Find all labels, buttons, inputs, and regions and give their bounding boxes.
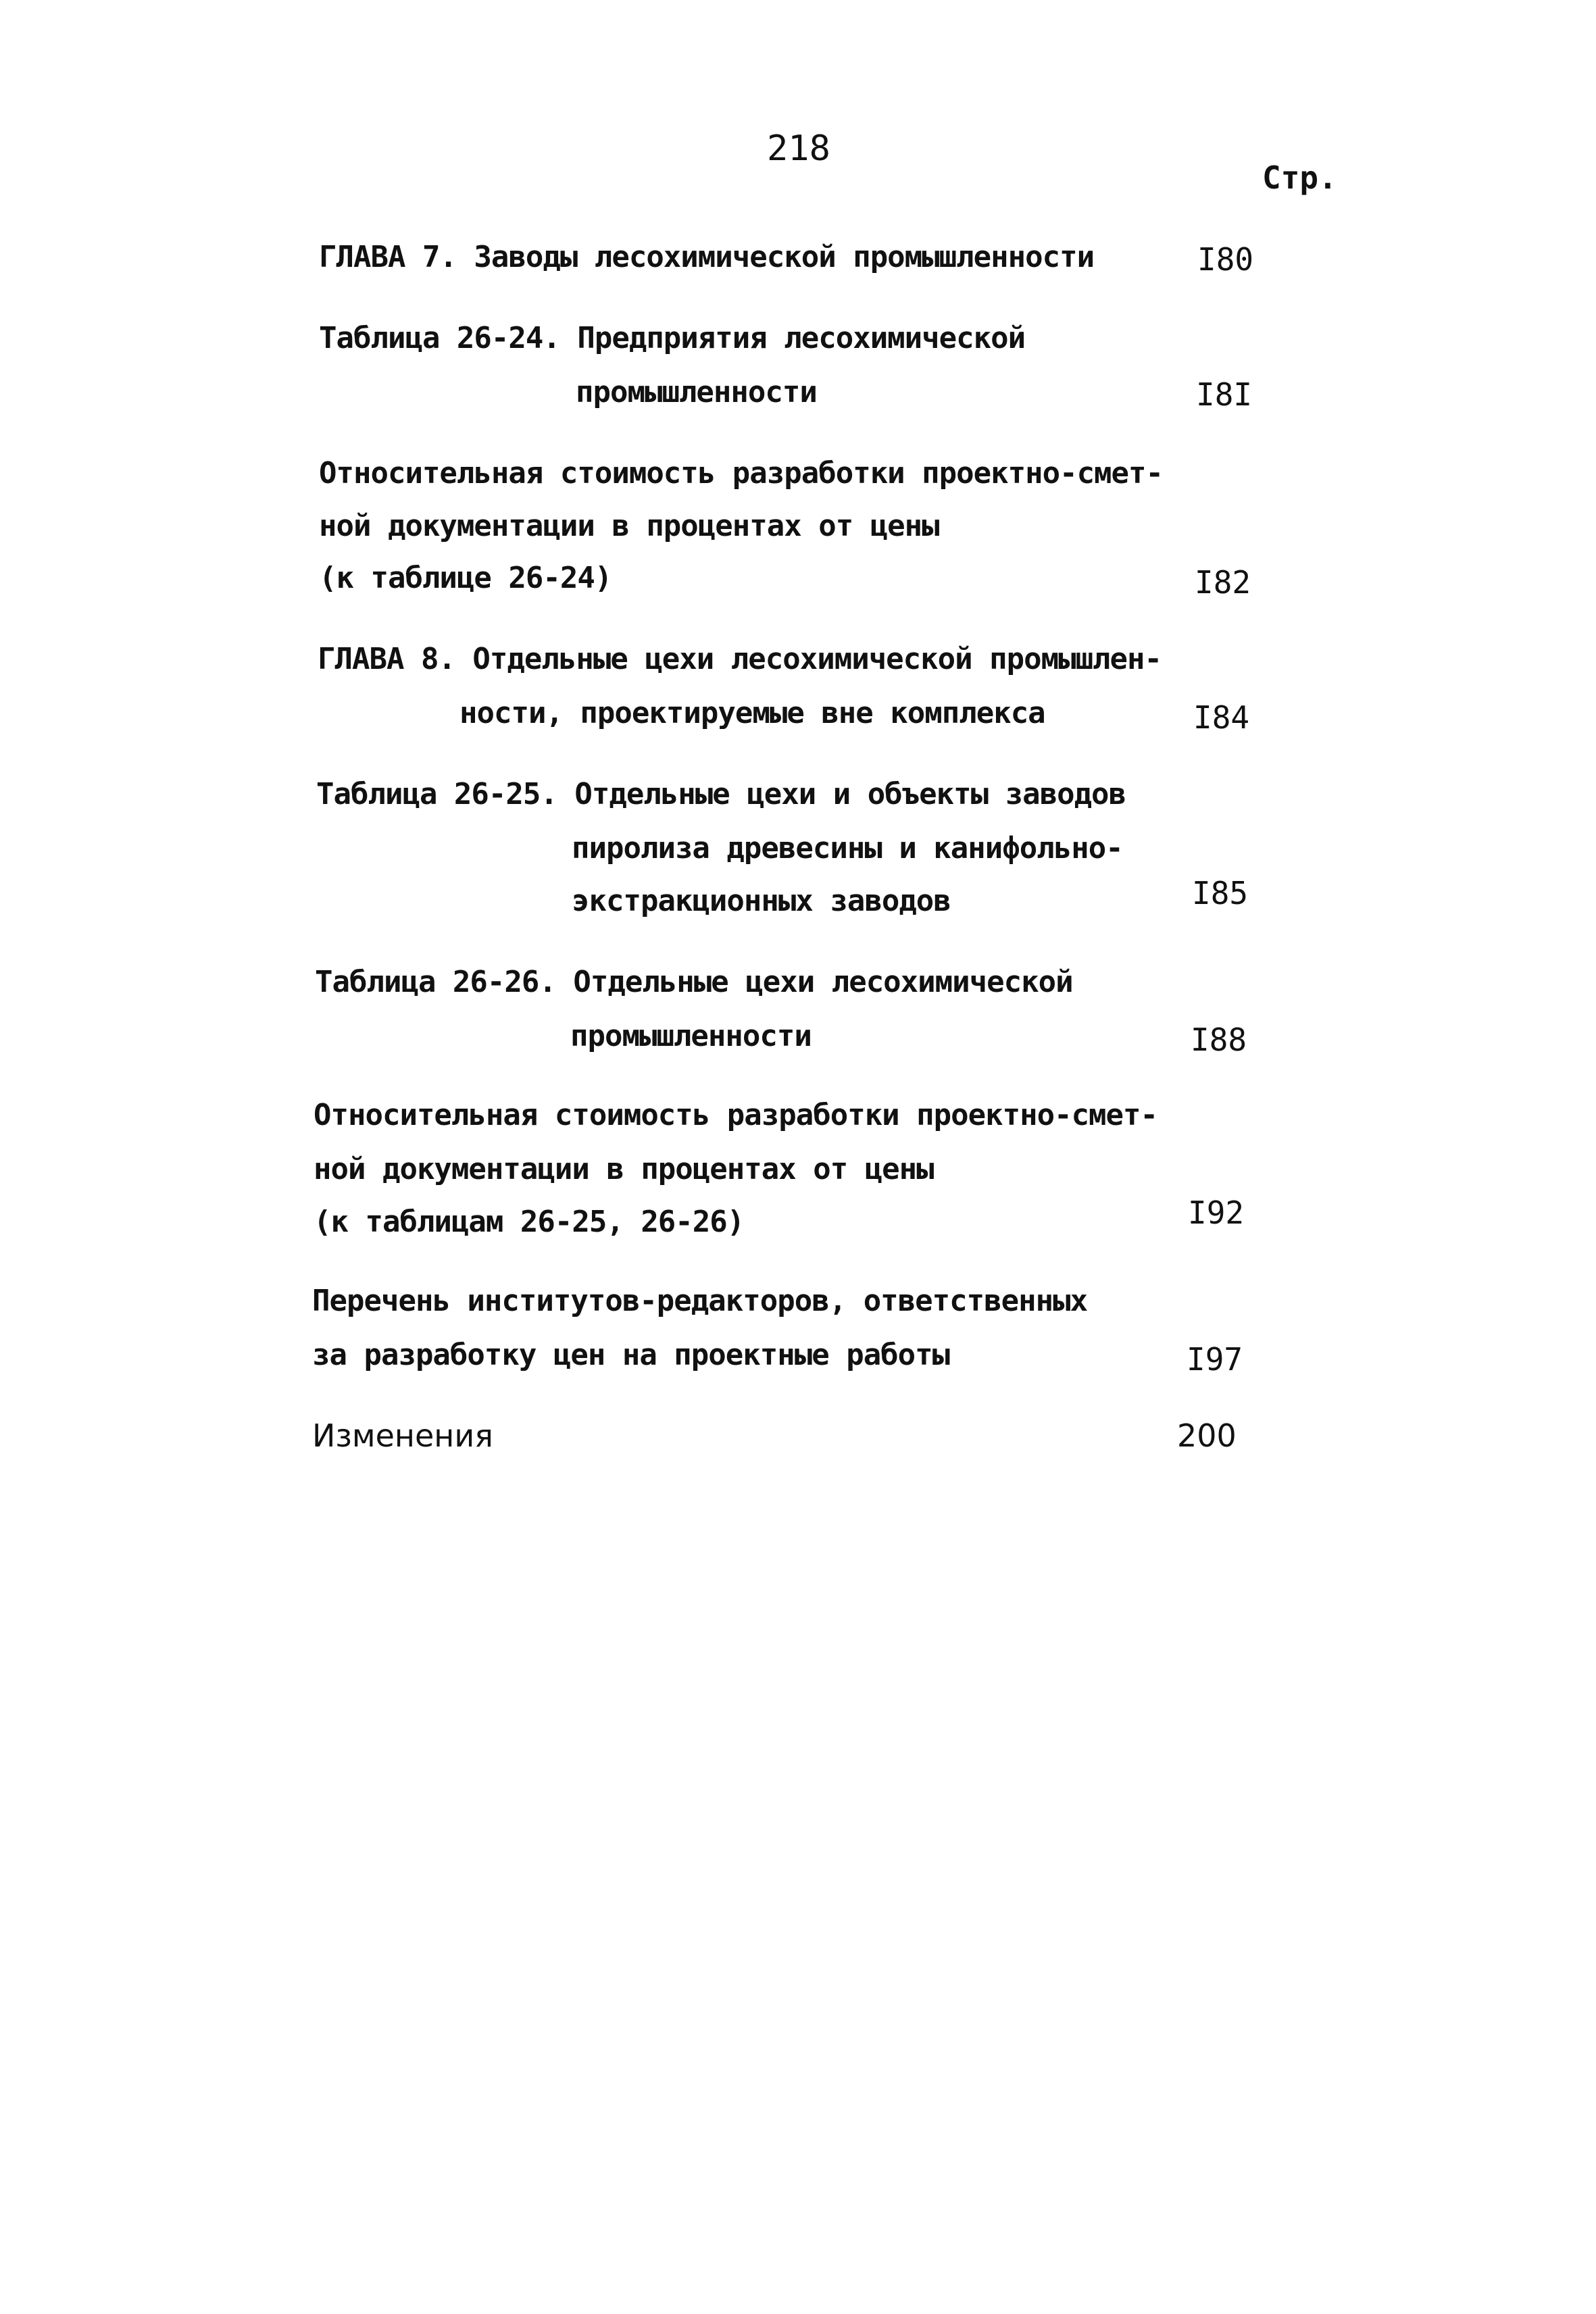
toc-entry-table-26-24-line-1: Таблица 26-24. Предприятия лесохимической <box>319 321 1026 355</box>
toc-entry-table-26-26-line-1: Таблица 26-26. Отдельные цехи лесохимической <box>315 965 1073 999</box>
toc-entry-relative-cost-2-page: I92 <box>1188 1194 1245 1231</box>
toc-entry-table-26-24-page: I8I <box>1196 376 1253 413</box>
toc-entry-institutes-line-2: за разработку цен на проектные работы <box>312 1338 950 1372</box>
toc-entry-changes-line-1: Изменения <box>312 1417 493 1454</box>
toc-entry-chapter-8-page: I84 <box>1193 699 1250 736</box>
toc-entry-table-26-25-line-1: Таблица 26-25. Отдельные цехи и объекты заводов <box>316 777 1126 811</box>
toc-entry-table-26-25-page: I85 <box>1192 875 1249 911</box>
toc-entry-relative-cost-1-page: I82 <box>1195 564 1251 601</box>
page-number: 218 <box>767 128 830 169</box>
toc-entry-table-26-25-line-3: экстракционных заводов <box>572 884 951 918</box>
toc-entry-chapter-8-line-1: ГЛАВА 8. Отдельные цехи лесохимической промышлен- <box>318 642 1162 676</box>
toc-entry-institutes-page: I97 <box>1187 1341 1243 1378</box>
toc-entry-table-26-26-line-2: промышленности <box>570 1019 812 1053</box>
toc-entry-relative-cost-1-line-3: (к таблице 26-24) <box>319 561 612 595</box>
toc-entry-relative-cost-1-line-1: Относительная стоимость разработки проектно-смет- <box>319 456 1164 491</box>
toc-entry-institutes-line-1: Перечень институтов-редакторов, ответственных <box>312 1284 1088 1318</box>
toc-entry-relative-cost-2-line-3: (к таблицам 26-25, 26-26) <box>314 1205 745 1239</box>
toc-entry-relative-cost-1-line-2: ной документации в процентах от цены <box>319 509 939 543</box>
toc-entry-table-26-24-line-2: промышленности <box>576 375 817 409</box>
toc-entry-table-26-25-line-2: пиролиза древесины и канифольно- <box>572 831 1123 865</box>
page-column-header: Стр. <box>1262 159 1337 196</box>
toc-entry-chapter-7-line-1: ГЛАВА 7. Заводы лесохимической промышленности <box>319 240 1095 274</box>
toc-entry-changes-page: 200 <box>1177 1417 1237 1454</box>
toc-entry-relative-cost-2-line-1: Относительная стоимость разработки проектно-смет- <box>314 1098 1158 1132</box>
toc-entry-table-26-26-page: I88 <box>1191 1022 1247 1058</box>
toc-entry-chapter-8-line-2: ности, проектируемые вне комплекса <box>459 696 1045 730</box>
toc-entry-relative-cost-2-line-2: ной документации в процентах от цены <box>314 1152 934 1186</box>
toc-entry-chapter-7-page: I80 <box>1197 241 1254 278</box>
